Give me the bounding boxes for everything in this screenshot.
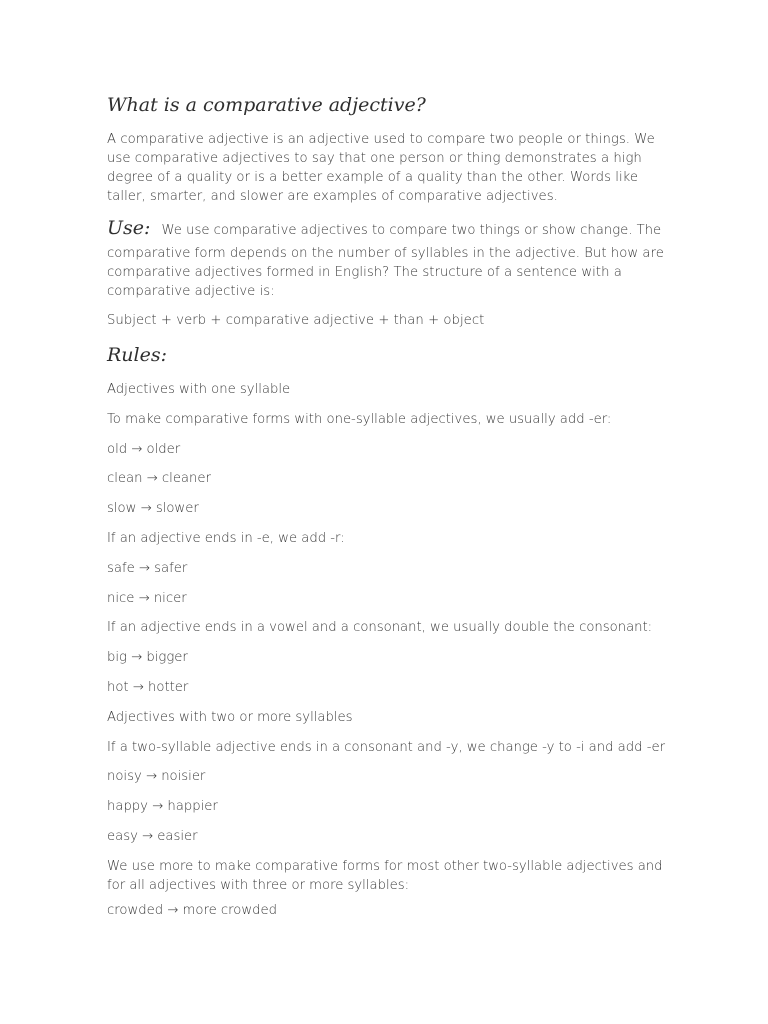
rule-text: We use more to make comparative forms for most other two-syllable adjectives and for all adjectives with three or more syllables: (107, 858, 663, 893)
example-line: crowded → more crowded (107, 902, 277, 918)
document-page (107, 90, 667, 931)
example-line: safe → safer (107, 560, 188, 576)
heading-use: Use: (107, 217, 151, 239)
rules-list (107, 380, 667, 920)
rule-text: If an adjective ends in -e, we add -r: (107, 530, 345, 546)
rule-text: To make comparative forms with one-syllable adjectives, we usually add -er: (107, 411, 612, 427)
example-line: slow → slower (107, 501, 199, 517)
rule-subheading: Adjectives with two or more syllables (107, 709, 353, 725)
example-line: nice → nicer (107, 590, 187, 606)
heading-what-is: What is a comparative adjective? (107, 94, 426, 116)
example-line: hot → hotter (107, 679, 189, 695)
heading-rules: Rules: (107, 344, 168, 366)
example-line: easy → easier (107, 828, 198, 844)
use-paragraph: comparative form depends on the number of syllables in the adjective. But how are comparative adjectives formed in English? The structure of a sentence with a comparative adjective is: (107, 246, 664, 299)
rule-text: If an adjective ends in a vowel and a consonant, we usually double the consonant: (107, 620, 653, 636)
example-line: big → bigger (107, 650, 188, 666)
use-section (107, 215, 667, 301)
example-line: happy → happier (107, 799, 218, 815)
example-line: old → older (107, 441, 181, 457)
structure-formula: Subject + verb + comparative adjective + than + object (107, 313, 485, 328)
example-line: noisy → noisier (107, 769, 206, 785)
use-paragraph-first-line: We use comparative adjectives to compare two things or show change. The (161, 223, 662, 238)
example-line: clean → cleaner (107, 471, 211, 487)
definition-paragraph: A comparative adjective is an adjective used to compare two people or things. We use comparative adjectives to say that one person or thing demonstrates a high degree of a quality or is a better example of a quality than the other. Words like taller, smarter, and slower are examples of comparative adjectives. (107, 132, 655, 204)
rule-subheading: Adjectives with one syllable (107, 382, 291, 397)
rule-text: If a two-syllable adjective ends in a consonant and -y, we change -y to -i and add -er (107, 739, 665, 755)
